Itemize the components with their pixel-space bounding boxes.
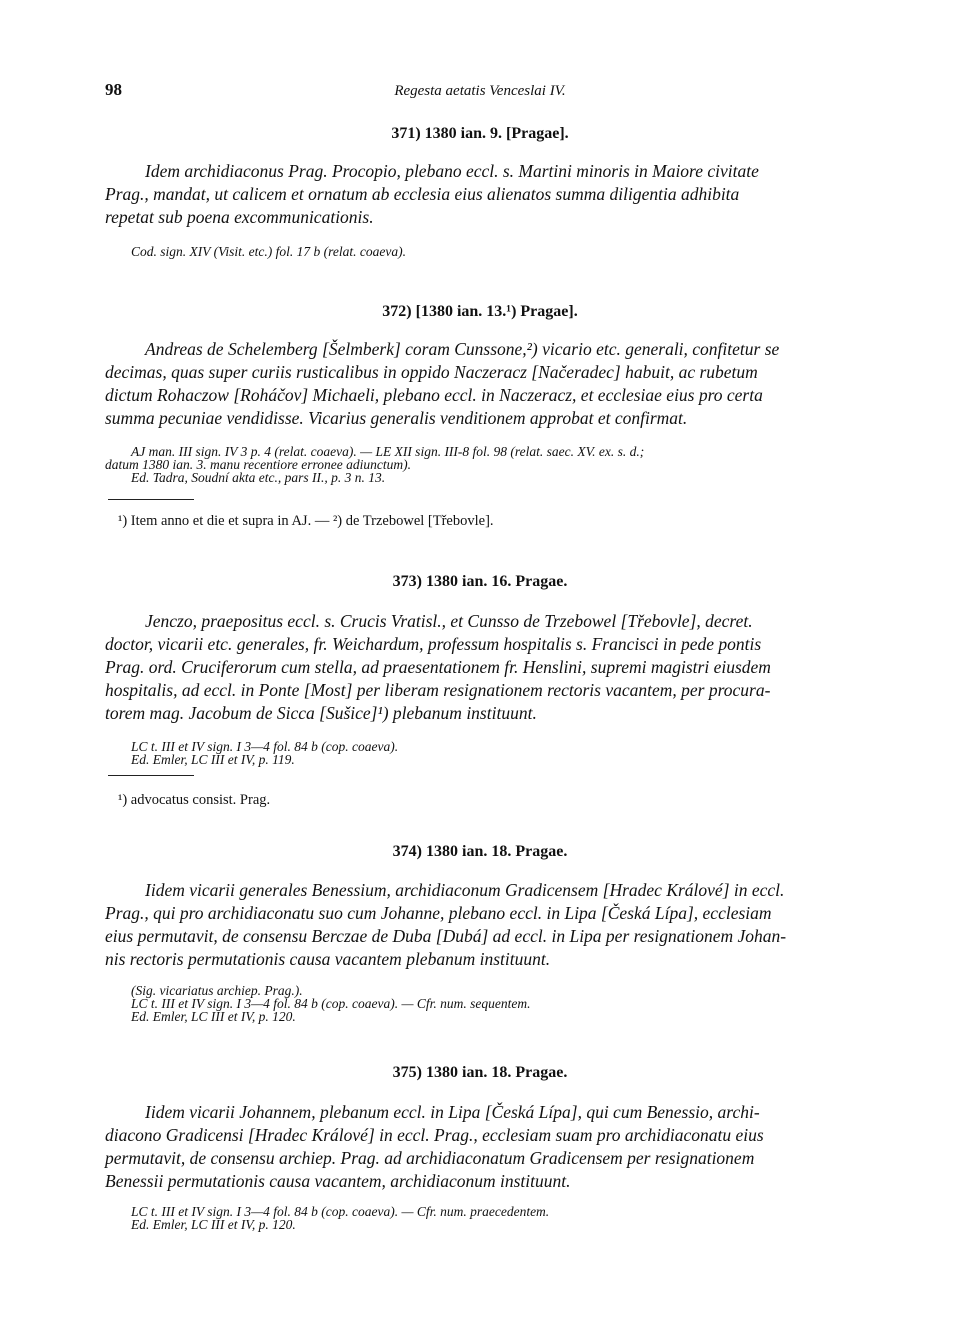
- text-line: doctor, vicarii etc. generales, fr. Weichardum, professum hospitalis s. Francisci in pede pontis: [105, 634, 762, 654]
- text-line: eius permutavit, de consensu Berczae de Duba [Dubá] ad eccl. in Lipa per resignationem Johan-: [105, 926, 787, 946]
- text-line: Andreas de Schelemberg [Šelmberk] coram Cunssone,²) vicario etc. generali, confitetur se: [145, 339, 780, 359]
- text-line: decimas, quas super curiis rusticalibus in oppido Naczeracz [Načeradec] habuit, ac rubetum: [105, 362, 758, 382]
- citation: [105, 1205, 875, 1231]
- text-line: Benessii permutationis causa vacantem, archidiaconum instituunt.: [105, 1171, 571, 1191]
- text-line: repetat sub poena excommunicationis.: [105, 207, 374, 227]
- citation: [105, 740, 875, 766]
- citation-line: Ed. Emler, LC III et IV, p. 120.: [131, 1009, 296, 1024]
- citation-line: LC t. III et IV sign. I 3—4 fol. 84 b (cop. coaeva). — Cfr. num. sequentem.: [131, 996, 531, 1011]
- text-line: nis rectoris permutationis causa vacantem plebanum instituunt.: [105, 949, 551, 969]
- citation-line: Ed. Emler, LC III et IV, p. 120.: [131, 1217, 296, 1232]
- entry-text: [105, 338, 857, 430]
- citation: [105, 984, 875, 1023]
- footnote-rule: [108, 499, 194, 500]
- text-line: Iidem vicarii generales Benessium, archidiaconum Gradicensem [Hradec Králové] in eccl.: [145, 880, 785, 900]
- entry-text: [105, 1101, 857, 1193]
- citation-line: AJ man. III sign. IV 3 p. 4 (relat. coaeva). — LE XII sign. III-8 fol. 98 (relat. saec. XV. ex. s. d.;: [131, 444, 645, 459]
- citation-line: LC t. III et IV sign. I 3—4 fol. 84 b (cop. coaeva).: [131, 739, 399, 754]
- entry-title: 374) 1380 ian. 18. Pragae.: [392, 843, 568, 860]
- text-line: Jenczo, praepositus eccl. s. Crucis Vratisl., et Cunsso de Trzebowel [Třebovle], decret.: [145, 611, 753, 631]
- citation-line: LC t. III et IV sign. I 3—4 fol. 84 b (cop. coaeva). — Cfr. num. praecedentem.: [131, 1204, 550, 1219]
- text-line: Prag., mandat, ut calicem et ornatum ab ecclesia eius alienatos summa diligentia adhibita: [105, 184, 740, 204]
- footnote-rule: [108, 775, 194, 776]
- text-line: summa pecuniae vendidisse. Vicarius generalis venditionem approbat et confirmat.: [105, 408, 688, 428]
- citation-line: datum 1380 ian. 3. manu recentiore erronee adiunctum).: [105, 457, 411, 472]
- text-line: Prag., qui pro archidiaconatu suo cum Johanne, plebano eccl. in Lipa [Česká Lípa], ecclesiam: [105, 903, 772, 923]
- entry-text: [105, 879, 857, 971]
- citation-line: Cod. sign. XIV (Visit. etc.) fol. 17 b (relat. coaeva).: [131, 244, 406, 259]
- running-title: Regesta aetatis Venceslai IV.: [394, 83, 566, 99]
- text-line: diacono Gradicensi [Hradec Králové] in eccl. Prag., ecclesiam suam pro archidiaconatu eius: [105, 1125, 764, 1145]
- text-line: dictum Rohaczow [Roháčov] Michaeli, plebano eccl. in Naczeracz, et ecclesiae eius pro certa: [105, 385, 763, 405]
- text-line: hospitalis, ad eccl. in Ponte [Most] per liberam resignationem rectoris vacantem, per procura-: [105, 680, 771, 700]
- citation-line: Ed. Tadra, Soudní akta etc., pars II., p. 3 n. 13.: [131, 470, 386, 485]
- citation-line: Ed. Emler, LC III et IV, p. 119.: [131, 752, 295, 767]
- text-line: Prag. ord. Cruciferorum cum stella, ad praesentationem fr. Henslini, supremi magistri eiusdem: [105, 657, 771, 677]
- citation-line: (Sig. vicariatus archiep. Prag.).: [131, 983, 303, 998]
- entry-text: [105, 610, 857, 725]
- text-line: permutavit, de consensu archiep. Prag. ad archidiaconatum Gradicensem per resignationem: [105, 1148, 755, 1168]
- citation: [105, 245, 875, 258]
- text-line: Iidem vicarii Johannem, plebanum eccl. in Lipa [Česká Lípa], qui cum Benessio, archi-: [145, 1102, 760, 1122]
- entry-title: 373) 1380 ian. 16. Pragae.: [392, 573, 568, 590]
- entry-title: 371) 1380 ian. 9. [Pragae].: [391, 125, 569, 142]
- entry-text: [105, 160, 857, 229]
- footnote: ¹) advocatus consist. Prag.: [118, 792, 271, 808]
- text-line: torem mag. Jacobum de Sicca [Sušice]¹) plebanum instituunt.: [105, 703, 537, 723]
- footnote: ¹) Item anno et die et supra in AJ. — ²) de Trzebowel [Třebovle].: [118, 513, 494, 529]
- entry-title: 375) 1380 ian. 18. Pragae.: [392, 1064, 568, 1081]
- page-number: 98: [105, 80, 122, 99]
- text-line: Idem archidiaconus Prag. Procopio, plebano eccl. s. Martini minoris in Maiore civitate: [145, 161, 759, 181]
- entry-title: 372) [1380 ian. 13.¹) Pragae].: [382, 303, 578, 320]
- citation: [105, 445, 875, 484]
